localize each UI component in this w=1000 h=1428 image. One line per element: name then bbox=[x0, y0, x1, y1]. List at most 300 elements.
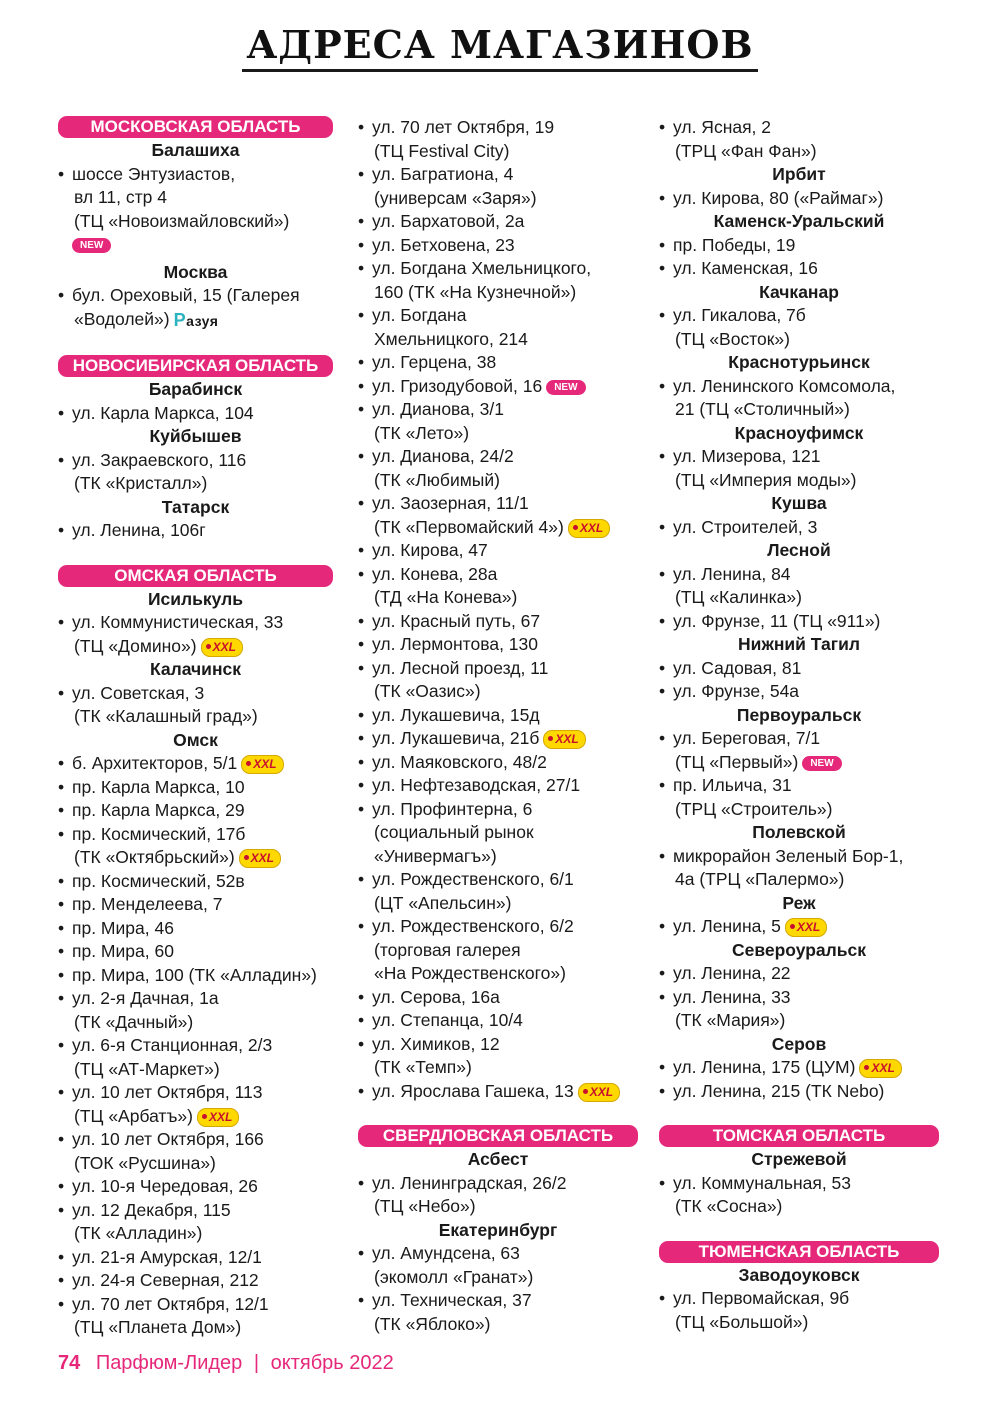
region-header: ОМСКАЯ ОБЛАСТЬ bbox=[58, 565, 333, 587]
region-header: ТЮМЕНСКАЯ ОБЛАСТЬ bbox=[659, 1241, 939, 1263]
address-line: ул. Конева, 28а bbox=[372, 563, 498, 584]
address-line: ул. Мизерова, 121 bbox=[673, 446, 821, 466]
razuya-logo bbox=[174, 309, 219, 334]
address-line: ул. Ленина, 22 bbox=[673, 963, 791, 983]
bullet-icon: • bbox=[58, 285, 65, 305]
address-line: ул. Коммунальная, 53 bbox=[673, 1172, 852, 1193]
xxl-badge bbox=[785, 918, 827, 937]
region-header: ТОМСКАЯ ОБЛАСТЬ bbox=[659, 1125, 939, 1147]
bullet-icon: • bbox=[659, 234, 666, 255]
address-line: (ТК «Сосна») bbox=[675, 1196, 783, 1216]
address-line: ул. Ярослава Гашека, 13 XXL bbox=[372, 1080, 638, 1104]
xxl-badge bbox=[568, 519, 610, 538]
column-1 bbox=[58, 116, 333, 1340]
bullet-icon: • bbox=[58, 449, 65, 470]
city-heading: Реж bbox=[782, 892, 816, 913]
address-item bbox=[358, 1242, 638, 1289]
address-line: (ТОК «Русшина») bbox=[74, 1152, 216, 1173]
bullet-icon: • bbox=[659, 375, 666, 396]
address-item bbox=[659, 1056, 939, 1080]
address-line: (ТЦ «Первый») NEW bbox=[673, 751, 939, 775]
address-line: ул. Степанца, 10/4 bbox=[372, 1010, 523, 1030]
address-line: пр. Мира, 60 bbox=[72, 941, 174, 961]
address-line: пр. Карла Маркса, 10 bbox=[72, 776, 245, 797]
bullet-icon: • bbox=[358, 704, 365, 725]
bullet-icon: • bbox=[58, 1270, 65, 1290]
city-heading: Североуральск bbox=[731, 939, 867, 960]
address-item bbox=[58, 917, 333, 941]
bullet-icon: • bbox=[358, 1243, 365, 1263]
razuya-logo-mark: Р bbox=[173, 309, 187, 330]
bullet-icon: • bbox=[659, 845, 666, 866]
address-item bbox=[659, 375, 939, 422]
address-line: ул. Закраевского, 116 bbox=[72, 449, 247, 470]
xxl-label: XXL bbox=[212, 639, 236, 654]
address-line: пр. Космический, 17б bbox=[72, 823, 246, 844]
address-item bbox=[358, 234, 638, 258]
bullet-icon: • bbox=[358, 117, 365, 137]
city-heading: Первоуральск bbox=[736, 704, 862, 725]
address-item bbox=[659, 304, 939, 351]
address-item bbox=[358, 257, 638, 304]
address-item bbox=[58, 823, 333, 870]
bullet-icon: • bbox=[58, 612, 65, 632]
address-line: (ТД «На Конева») bbox=[374, 587, 518, 607]
address-line: ул. Профинтерна, 6 bbox=[372, 798, 533, 819]
bullet-icon: • bbox=[358, 1172, 365, 1193]
xxl-dot-icon bbox=[864, 1065, 869, 1070]
city-heading: Москва bbox=[163, 261, 228, 282]
address-item bbox=[58, 402, 333, 426]
bullet-icon: • bbox=[358, 1033, 365, 1054]
address-line: ул. Ленина, 106г bbox=[72, 520, 206, 540]
magazine-name: Парфюм-Лидер bbox=[95, 1352, 243, 1374]
bullet-icon: • bbox=[659, 610, 666, 631]
address-item bbox=[58, 1034, 333, 1081]
page-number: 74 bbox=[58, 1352, 81, 1374]
address-line: ул. Карла Маркса, 104 bbox=[72, 402, 254, 423]
address-line: ул. 10-я Чередовая, 26 bbox=[72, 1176, 258, 1196]
bullet-icon: • bbox=[58, 870, 65, 891]
address-line: пр. Ильича, 31 bbox=[673, 775, 792, 795]
bullet-icon: • bbox=[358, 352, 365, 372]
address-line: ул. Дианова, 24/2 bbox=[372, 446, 514, 466]
address-line: (ТК «Дачный») bbox=[74, 1011, 194, 1032]
bullet-icon: • bbox=[358, 1290, 365, 1310]
address-line: (ТЦ «Планета Дом») bbox=[74, 1317, 242, 1337]
address-line: (ТЦ «Империя моды») bbox=[675, 469, 857, 490]
address-line: (ТК «Калашный град») bbox=[74, 706, 258, 726]
new-badge: NEW bbox=[72, 238, 111, 253]
address-item bbox=[659, 657, 939, 681]
address-line: (ТЦ «АТ-Маркет») bbox=[74, 1058, 220, 1079]
bullet-icon: • bbox=[659, 305, 666, 325]
xxl-badge bbox=[197, 1108, 239, 1127]
city-heading: Барабинск bbox=[148, 379, 243, 399]
address-line: ул. Первомайская, 9б bbox=[673, 1288, 850, 1308]
region-header: НОВОСИБИРСКАЯ ОБЛАСТЬ bbox=[58, 355, 333, 377]
bullet-icon: • bbox=[58, 941, 65, 961]
page-footer bbox=[58, 1352, 394, 1375]
region-header: МОСКОВСКАЯ ОБЛАСТЬ bbox=[58, 116, 333, 138]
address-line: ул. Ленина, 5 XXL bbox=[673, 915, 939, 939]
city-heading: Серов bbox=[771, 1033, 827, 1054]
address-item bbox=[358, 445, 638, 492]
xxl-dot-icon bbox=[206, 644, 211, 649]
address-item bbox=[358, 163, 638, 210]
bullet-icon: • bbox=[358, 657, 365, 678]
bullet-icon: • bbox=[58, 964, 65, 985]
address-item bbox=[659, 234, 939, 258]
address-line: ул. Амундсена, 63 bbox=[372, 1243, 520, 1263]
address-item bbox=[58, 284, 333, 333]
bullet-icon: • bbox=[358, 375, 365, 396]
address-item bbox=[358, 563, 638, 610]
address-line: (ТЦ «Новоизмайловский») bbox=[74, 210, 290, 231]
city-heading: Заводоуковск bbox=[738, 1264, 860, 1285]
bullet-icon: • bbox=[659, 916, 666, 936]
address-line: ул. 21-я Амурская, 12/1 bbox=[72, 1246, 262, 1267]
bullet-icon: • bbox=[659, 681, 666, 701]
address-line: ул. Заозерная, 11/1 bbox=[372, 493, 529, 513]
address-line: ул. Красный путь, 67 bbox=[372, 610, 541, 631]
address-item bbox=[358, 1289, 638, 1336]
address-item bbox=[58, 1199, 333, 1246]
city-heading: Стрежевой bbox=[751, 1149, 847, 1169]
address-line: ул. Кирова, 47 bbox=[372, 540, 488, 560]
address-item bbox=[659, 116, 939, 163]
address-line: (ТЦ «Большой») bbox=[675, 1311, 809, 1332]
page-title-wrap bbox=[0, 22, 1000, 72]
bullet-icon: • bbox=[358, 869, 365, 889]
address-line: ул. Ленина, 84 bbox=[673, 563, 791, 584]
address-line: «На Рождественского») bbox=[374, 963, 566, 983]
bullet-icon: • bbox=[659, 516, 666, 537]
address-line: (торговая галерея bbox=[374, 939, 521, 960]
address-line: (ЦТ «Апельсин») bbox=[374, 892, 512, 913]
bullet-icon: • bbox=[358, 164, 365, 184]
address-item bbox=[58, 964, 333, 988]
address-line: ул. 6-я Станционная, 2/3 bbox=[72, 1035, 273, 1055]
address-line: (ТЦ «Восток») bbox=[675, 328, 790, 349]
address-line: ул. Ленина, 215 (ТК Nebo) bbox=[673, 1080, 885, 1101]
address-line: ул. Маяковского, 48/2 bbox=[372, 751, 547, 772]
bullet-icon: • bbox=[358, 446, 365, 466]
city-heading: Краснотурьинск bbox=[728, 352, 870, 372]
address-item bbox=[58, 893, 333, 917]
city-heading: Калачинск bbox=[149, 659, 242, 679]
address-item bbox=[58, 449, 333, 496]
address-line: ул. Гризодубовой, 16 NEW bbox=[372, 375, 638, 399]
address-item bbox=[358, 375, 638, 399]
address-line: ул. Береговая, 7/1 bbox=[673, 728, 821, 748]
bullet-icon: • bbox=[58, 1246, 65, 1267]
address-line: ул. Лукашевича, 15д bbox=[372, 704, 540, 725]
bullet-icon: • bbox=[58, 1199, 65, 1220]
address-item bbox=[659, 962, 939, 986]
city-heading: Исилькуль bbox=[147, 588, 244, 609]
bullet-icon: • bbox=[358, 493, 365, 513]
address-line: (ТК «Первомайский 4») XXL bbox=[372, 516, 638, 540]
bullet-icon: • bbox=[358, 399, 365, 419]
bullet-icon: • bbox=[659, 563, 666, 584]
address-line: пр. Мира, 46 bbox=[72, 917, 174, 938]
address-item bbox=[659, 727, 939, 774]
bullet-icon: • bbox=[58, 894, 65, 914]
city-heading: Каменск-Уральский bbox=[713, 211, 885, 231]
address-line: ул. 10 лет Октября, 113 bbox=[72, 1082, 263, 1102]
address-item bbox=[358, 1033, 638, 1080]
address-item bbox=[358, 751, 638, 775]
bullet-icon: • bbox=[358, 751, 365, 772]
bullet-icon: • bbox=[58, 776, 65, 797]
address-line: ул. Герцена, 38 bbox=[372, 352, 497, 372]
address-item bbox=[358, 351, 638, 375]
city-heading: Куйбышев bbox=[149, 426, 242, 446]
bullet-icon: • bbox=[659, 657, 666, 678]
xxl-badge bbox=[543, 730, 585, 749]
region-header: СВЕРДЛОВСКАЯ ОБЛАСТЬ bbox=[358, 1125, 638, 1147]
address-item bbox=[358, 304, 638, 351]
address-line: ул. Фрунзе, 54а bbox=[673, 681, 800, 701]
address-line: ул. Ясная, 2 bbox=[673, 117, 772, 137]
address-line: пр. Космический, 52в bbox=[72, 870, 245, 891]
address-line: б. Архитекторов, 5/1 XXL bbox=[72, 752, 333, 776]
address-line: (экомолл «Гранат») bbox=[374, 1266, 534, 1287]
address-line: ул. Серова, 16а bbox=[372, 986, 500, 1007]
address-line: ул. Кирова, 80 («Раймаг») bbox=[673, 187, 884, 208]
address-line: микрорайон Зеленый Бор-1, bbox=[673, 845, 904, 866]
bullet-icon: • bbox=[358, 258, 365, 278]
address-line: (ТК «Любимый) bbox=[374, 469, 500, 490]
xxl-label: XXL bbox=[253, 757, 277, 771]
bullet-icon: • bbox=[659, 446, 666, 466]
bullet-icon: • bbox=[58, 1176, 65, 1196]
address-line: (ТК «Мария») bbox=[675, 1010, 786, 1030]
address-line: (социальный рынок bbox=[374, 822, 534, 842]
bullet-icon: • bbox=[659, 963, 666, 983]
city-heading: Ирбит bbox=[772, 164, 826, 184]
xxl-label: XXL bbox=[579, 520, 604, 535]
city-heading: Нижний Тагил bbox=[738, 634, 860, 654]
xxl-label: XXL bbox=[250, 851, 274, 865]
address-item bbox=[358, 633, 638, 657]
address-line: (универсам «Заря») bbox=[374, 187, 537, 208]
address-item bbox=[358, 868, 638, 915]
bullet-icon: • bbox=[358, 540, 365, 560]
address-item bbox=[58, 940, 333, 964]
bullet-icon: • bbox=[58, 800, 65, 820]
address-line: ул. Богдана Хмельницкого, bbox=[372, 258, 592, 278]
address-item bbox=[659, 1287, 939, 1334]
city-heading: Красноуфимск bbox=[734, 422, 864, 443]
address-item bbox=[659, 915, 939, 939]
city-heading: Полевской bbox=[752, 822, 846, 842]
bullet-icon: • bbox=[58, 402, 65, 423]
address-item bbox=[659, 445, 939, 492]
address-item bbox=[58, 987, 333, 1034]
address-line: «Водолей») Разуя bbox=[72, 308, 333, 334]
city-heading: Балашиха bbox=[151, 140, 240, 160]
bullet-icon: • bbox=[659, 1080, 666, 1101]
address-item bbox=[358, 539, 638, 563]
address-line: (ТРЦ «Строитель») bbox=[675, 798, 833, 819]
address-line: (ТЦ «Домино») XXL bbox=[72, 635, 333, 659]
bullet-icon: • bbox=[58, 520, 65, 540]
address-line: (ТК «Яблоко») bbox=[374, 1313, 491, 1334]
address-line: (ТЦ «Арбатъ») XXL bbox=[72, 1105, 333, 1129]
address-item bbox=[358, 704, 638, 728]
address-line: пр. Карла Маркса, 29 bbox=[72, 800, 245, 820]
address-line: ул. Багратиона, 4 bbox=[372, 164, 514, 184]
city-heading: Асбест bbox=[467, 1149, 529, 1169]
address-line: (ТК «Кристалл») bbox=[74, 473, 208, 493]
xxl-dot-icon bbox=[583, 1089, 588, 1094]
bullet-icon: • bbox=[58, 1035, 65, 1055]
xxl-label: XXL bbox=[871, 1061, 895, 1075]
xxl-dot-icon bbox=[246, 761, 251, 766]
address-item bbox=[58, 1246, 333, 1270]
address-line: 21 (ТЦ «Столичный») bbox=[675, 399, 850, 419]
bullet-icon: • bbox=[358, 234, 365, 255]
address-line: ул. 24-я Северная, 212 bbox=[72, 1270, 259, 1290]
bullet-icon: • bbox=[358, 305, 365, 325]
address-line: ул. Богдана bbox=[372, 305, 467, 325]
bullet-icon: • bbox=[358, 211, 365, 231]
bullet-icon: • bbox=[58, 1082, 65, 1102]
address-line: 160 (ТК «На Кузнечной») bbox=[374, 281, 577, 302]
address-line: ул. 2-я Дачная, 1а bbox=[72, 988, 219, 1008]
xxl-badge bbox=[859, 1059, 901, 1078]
new-badge: NEW bbox=[802, 756, 841, 771]
address-line: пр. Менделеева, 7 bbox=[72, 894, 223, 914]
address-line: ул. Советская, 3 bbox=[72, 682, 205, 703]
address-line: (ТК «Алладин») bbox=[74, 1223, 203, 1243]
address-line: ул. Бархатовой, 2а bbox=[372, 211, 525, 231]
bullet-icon: • bbox=[358, 1080, 365, 1101]
address-line: ул. Рождественского, 6/1 bbox=[372, 869, 574, 889]
address-item bbox=[58, 519, 333, 543]
address-item bbox=[58, 1269, 333, 1293]
address-line: ул. Ленинского Комсомола, bbox=[673, 375, 896, 396]
address-line: (ТЦ «Небо») bbox=[374, 1196, 476, 1216]
address-item bbox=[659, 774, 939, 821]
bullet-icon: • bbox=[358, 563, 365, 584]
xxl-badge bbox=[239, 849, 281, 868]
address-line: ул. Садовая, 81 bbox=[673, 657, 802, 678]
address-item bbox=[358, 210, 638, 234]
xxl-label: XXL bbox=[796, 920, 821, 934]
address-line: (ТК «Октябрьский») XXL bbox=[72, 846, 333, 870]
bullet-icon: • bbox=[58, 917, 65, 938]
address-item bbox=[358, 986, 638, 1010]
address-line: (ТК «Лето») bbox=[374, 422, 470, 443]
address-line: Хмельницкого, 214 bbox=[374, 328, 528, 349]
address-item bbox=[659, 257, 939, 281]
address-item bbox=[659, 845, 939, 892]
bullet-icon: • bbox=[58, 753, 65, 773]
address-line: ул. Лесной проезд, 11 bbox=[372, 657, 549, 678]
badge-line bbox=[58, 233, 333, 257]
footer-separator: | bbox=[253, 1352, 260, 1374]
address-line: ул. Нефтезаводская, 27/1 bbox=[372, 775, 581, 795]
bullet-icon: • bbox=[659, 1172, 666, 1193]
bullet-icon: • bbox=[58, 163, 65, 184]
address-line: ул. 12 Декабря, 115 bbox=[72, 1199, 231, 1220]
address-item bbox=[58, 776, 333, 800]
address-line: пр. Победы, 19 bbox=[673, 234, 796, 255]
address-line: ул. Дианова, 3/1 bbox=[372, 399, 504, 419]
bullet-icon: • bbox=[58, 1293, 65, 1314]
bullet-icon: • bbox=[659, 187, 666, 208]
bullet-icon: • bbox=[659, 986, 666, 1007]
address-line: пр. Мира, 100 (ТК «Алладин») bbox=[72, 964, 317, 985]
address-line: ул. Бетховена, 23 bbox=[372, 234, 515, 255]
address-item bbox=[659, 1080, 939, 1104]
address-item bbox=[58, 1128, 333, 1175]
address-item bbox=[358, 610, 638, 634]
address-line: 4а (ТРЦ «Палермо») bbox=[675, 869, 845, 889]
address-item bbox=[358, 774, 638, 798]
address-item bbox=[358, 1009, 638, 1033]
bullet-icon: • bbox=[358, 1010, 365, 1030]
column-2 bbox=[358, 116, 638, 1336]
xxl-dot-icon bbox=[790, 924, 795, 929]
address-item bbox=[358, 727, 638, 751]
address-line: ул. Лермонтова, 130 bbox=[372, 634, 538, 654]
address-item bbox=[58, 752, 333, 776]
city-heading: Омск bbox=[173, 729, 218, 750]
address-line: бул. Ореховый, 15 (Галерея bbox=[72, 285, 300, 305]
xxl-badge bbox=[578, 1083, 620, 1102]
bullet-icon: • bbox=[358, 610, 365, 631]
address-item bbox=[58, 1081, 333, 1128]
address-item bbox=[58, 1293, 333, 1340]
address-item bbox=[659, 563, 939, 610]
bullet-icon: • bbox=[58, 1129, 65, 1149]
address-item bbox=[58, 682, 333, 729]
xxl-badge bbox=[241, 755, 283, 774]
address-line: ул. 10 лет Октября, 166 bbox=[72, 1129, 264, 1149]
bullet-icon: • bbox=[358, 775, 365, 795]
address-line: ул. Рождественского, 6/2 bbox=[372, 916, 574, 936]
address-item bbox=[659, 680, 939, 704]
address-item bbox=[659, 516, 939, 540]
address-item bbox=[659, 986, 939, 1033]
issue-date: октябрь 2022 bbox=[270, 1352, 394, 1374]
address-item bbox=[58, 611, 333, 658]
xxl-dot-icon bbox=[573, 525, 578, 530]
bullet-icon: • bbox=[659, 1057, 666, 1077]
address-line: (ТК «Оазис») bbox=[374, 681, 481, 701]
address-line: ул. Химиков, 12 bbox=[372, 1033, 500, 1054]
bullet-icon: • bbox=[659, 728, 666, 748]
address-item bbox=[659, 610, 939, 634]
bullet-icon: • bbox=[58, 682, 65, 703]
address-line: ул. Ленина, 33 bbox=[673, 986, 791, 1007]
address-item bbox=[358, 657, 638, 704]
address-line: вл 11, стр 4 bbox=[74, 187, 167, 207]
bullet-icon: • bbox=[659, 1288, 666, 1308]
address-item bbox=[358, 798, 638, 869]
column-3 bbox=[659, 116, 939, 1334]
address-line: «Универмагъ») bbox=[374, 845, 497, 866]
address-line: (ТЦ Festival City) bbox=[374, 140, 510, 161]
city-heading: Татарск bbox=[161, 496, 230, 517]
address-item bbox=[659, 187, 939, 211]
address-line: (ТРЦ «Фан Фан») bbox=[675, 140, 817, 161]
xxl-badge bbox=[201, 638, 243, 657]
